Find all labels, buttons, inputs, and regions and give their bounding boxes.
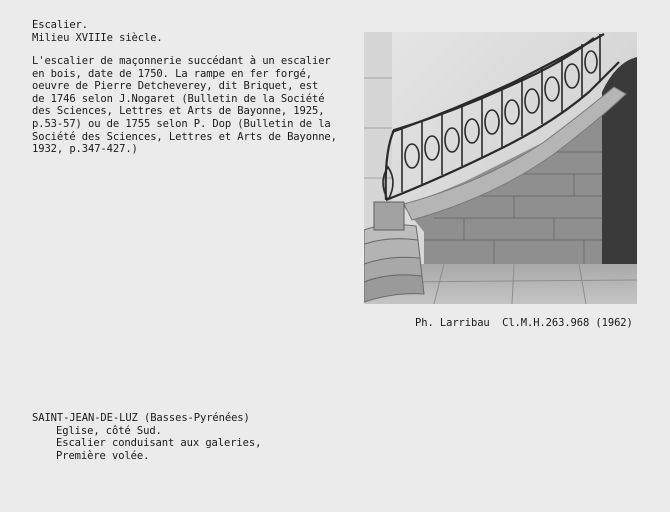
description-line: 1932, p.347-427.) [32,143,138,156]
header [32,19,163,44]
description-line: p.53-57) ou de 1755 selon P. Dop (Bulletin de la [32,117,331,130]
description-line: des Sciences, Lettres et Arts de Bayonne, 1925, [32,105,325,118]
header-title: Escalier. [32,19,88,31]
location-line: Escalier conduisant aux galeries, [56,437,262,450]
location-line: Eglise, côté Sud. [56,424,162,437]
location-line: Première volée. [56,449,150,462]
description-line: de 1746 selon J.Nogaret (Bulletin de la Société [32,92,325,105]
description-line: en bois, date de 1750. La rampe en fer forgé, [32,67,312,80]
photo-credit: Ph. Larribau Cl.M.H.263.968 (1962) [415,317,633,329]
description-line: L'escalier de maçonnerie succédant à un escalier [32,55,331,67]
staircase-photo [364,32,637,304]
header-date: Milieu XVIIIe siècle. [32,31,163,44]
description [32,55,337,156]
location-block [32,412,261,462]
location-place: SAINT-JEAN-DE-LUZ (Basses-Pyrénées) [32,412,250,424]
description-line: oeuvre de Pierre Detcheverey, dit Briquet, est [32,80,319,93]
description-line: Société des Sciences, Lettres et Arts de Bayonne, [32,130,337,143]
staircase-illustration [364,32,637,304]
